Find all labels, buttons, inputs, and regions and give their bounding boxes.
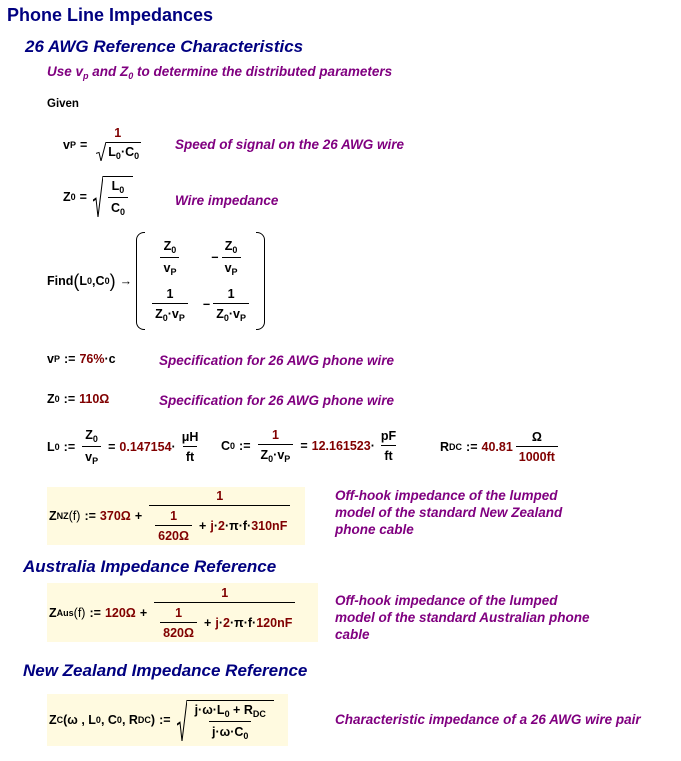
vp-comment: Speed of signal on the 26 AWG wire bbox=[175, 137, 405, 152]
l0-definition: L 0 := $\frac{Z_0}{v_P}$ = 0.147154 · $\frac{\mu H}{ft}$ bbox=[47, 428, 199, 466]
section-heading-26awg: 26 AWG Reference Characteristics bbox=[25, 37, 304, 56]
zc-definition: Z C (ω , L 0 , C 0 , R DC ) := $\frac{j\cdot\omega\cdot L_0 + R_{DC}}{j\cdot\omega\cdot C_0}$ bbox=[47, 694, 288, 746]
section-heading-australia: Australia Impedance Reference bbox=[23, 557, 277, 576]
intro-text: Use $v_p$ and $Z_0$ to determine the distributed parameters bbox=[47, 64, 393, 81]
vp-definition: v P := 76% · c bbox=[47, 352, 116, 366]
result-matrix: $\frac{Z_0}{v_P}$ − $\frac{Z_0}{v_P}$ $\frac{1}{Z_0\cdot v_P}$ − $\frac{1}{Z_0\cdot v_P}$ bbox=[136, 232, 265, 330]
znz-comment: Off-hook impedance of the lumped model of the standard New Zealand phone cable bbox=[335, 488, 563, 537]
vp-spec-comment: Specification for 26 AWG phone wire bbox=[159, 353, 395, 368]
rdc-definition: R DC := 40.81 $\frac{\Omega}{1000ft}$ bbox=[440, 430, 561, 464]
z0-comment: Wire impedance bbox=[175, 193, 279, 208]
z0-spec-comment: Specification for 26 AWG phone wire bbox=[159, 393, 395, 408]
given-label: Given bbox=[47, 98, 79, 110]
znz-definition: Z NZ (f) := 370Ω + 1 $\frac{1}{620\Omega}$ + j · 2 · π · f · 310nF bbox=[47, 487, 305, 545]
page-title: Phone Line Impedances bbox=[7, 5, 214, 25]
z0-equation: Z 0 = $\frac{L_0}{C_0}$ bbox=[63, 176, 133, 217]
c0-definition: C 0 := $\frac{1}{Z_0\cdot v_P}$ = 12.161523 · $\frac{pF}{ft}$ bbox=[221, 428, 397, 464]
z0-definition: Z 0 := 110Ω bbox=[47, 392, 110, 406]
find-expression: Find ( L 0 , C 0 ) → $\frac{Z_0}{v_P}$ − $\frac{Z_0}{v_P}$ $\frac{1}{Z_0\cdot v_P}$ − $\frac{1}{Z_0\cdot v_P}$ bbox=[47, 232, 265, 330]
zc-comment: Characteristic impedance of a 26 AWG wire pair bbox=[335, 712, 641, 727]
section-heading-new-zealand: New Zealand Impedance Reference bbox=[23, 661, 308, 680]
zaus-definition: Z Aus (f) := 120Ω + 1 $\frac{1}{820\Omega}$ + j · 2 · π · f · 120nF bbox=[47, 583, 318, 642]
zaus-comment: Off-hook impedance of the lumped model of the standard Australian phone cable bbox=[335, 593, 590, 642]
vp-equation: v P = 1 $L_0\cdot C_0$ bbox=[63, 126, 140, 161]
